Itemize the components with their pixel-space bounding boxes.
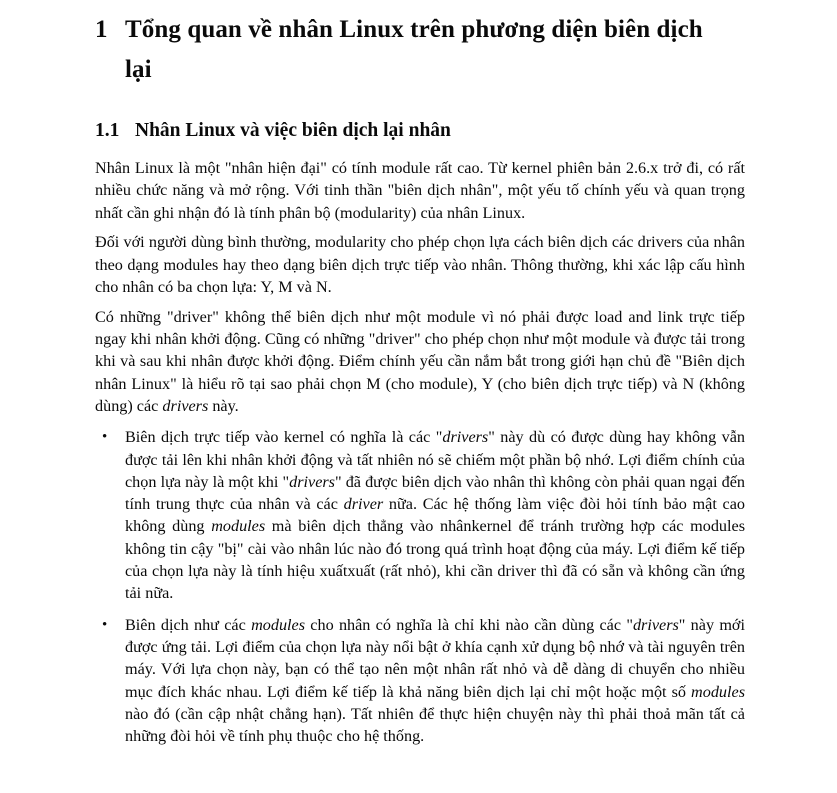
paragraph-driver-options: Có những "driver" không thể biên dịch như một module vì nó phải được load and link trực tiếp ngay khi nhân khởi động. Cũng có những "driver" cho phép chọn như một module và được tải trong khi và sau khi nhân được khởi động. Điểm chính yếu cần nắm bắt trong giới hạn chủ đề "Biên dịch nhân Linux" là hiểu rõ tại sao phải chọn M (cho module), Y (cho biên dịch trực tiếp) và N (không dùng) các drivers này. [95,307,745,415]
chapter-title: Tổng quan về nhân Linux trên phương diện biên dịch lại [125,16,703,83]
list-item-text: Biên dịch trực tiếp vào kernel có nghĩa là các "drivers" này dù có được dùng hay không vẫn được tải lên khi nhân khởi động và tất nhiên nó sẽ chiếm một phần bộ nhớ. Lợi điểm chính của chọn lựa này là một khi "drivers" đã được biên dịch vào nhân thì không còn phải quan ngại đến tính trung thực của nhân và các driver nữa. Các hệ thống làm việc đòi hỏi tính bảo mật cao không dùng modules mà biên dịch thẳng vào nhânkernel để tránh trường hợp các modules không tin cậy "bị" cài vào nhân lúc nào đó trong quá trình hoạt động của máy. Lợi điểm kế tiếp của chọn lựa này là tính hiệu xuấtxuất (rất nhỏ), khi cần driver thì đã có sẵn và không cần ứng tải nữa. [125,428,746,603]
paragraph-intro: Nhân Linux là một "nhân hiện đại" có tính module rất cao. Từ kernel phiên bản 2.6.x trở đi, có rất nhiều chức năng và mở rộng. Với tinh thần "biên dịch nhân", một yếu tố chính yếu và quan trọng nhất cần ghi nhận đó là tính phân bộ (modularity) của nhân Linux. [95,159,745,222]
chapter-heading [95,10,745,90]
list-item-compile-as-modules [95,614,745,748]
bullet-icon: • [102,616,108,633]
section-title: Nhân Linux và việc biên dịch lại nhân [135,120,451,141]
bullet-list [95,426,745,747]
list-item-compile-into-kernel [95,426,745,604]
section-number: 1.1 [95,120,120,141]
bullet-icon: • [102,429,108,446]
paragraph-modularity: Đối với người dùng bình thường, modularity cho phép chọn lựa cách biên dịch các drivers của nhân theo dạng modules hay theo dạng biên dịch trực tiếp vào nhân. Thông thường, khi xác lập cấu hình cho nhân có ba chọn lựa: Y, M và N. [95,233,745,296]
chapter-number: 1 [95,16,108,43]
section-heading [95,118,745,144]
list-item-text: Biên dịch như các modules cho nhân có nghĩa là chỉ khi nào cần dùng các "drivers" này mới được ứng tải. Lợi điểm của chọn lựa này nổi bật ở khía cạnh xử dụng bộ nhớ và tài nguyên trên máy. Với lựa chọn này, bạn có thể tạo nên một nhân rất nhỏ và dễ dàng di chuyển cho nhiều mục đích khác nhau. Lợi điểm kế tiếp là khả năng biên dịch lại chỉ một hoặc một số modules nào đó (cần cập nhật chẳng hạn). Tất nhiên để thực hiện chuyện này thì phải thoả mãn tất cả những đòi hỏi về tính phụ thuộc cho hệ thống. [125,615,745,746]
